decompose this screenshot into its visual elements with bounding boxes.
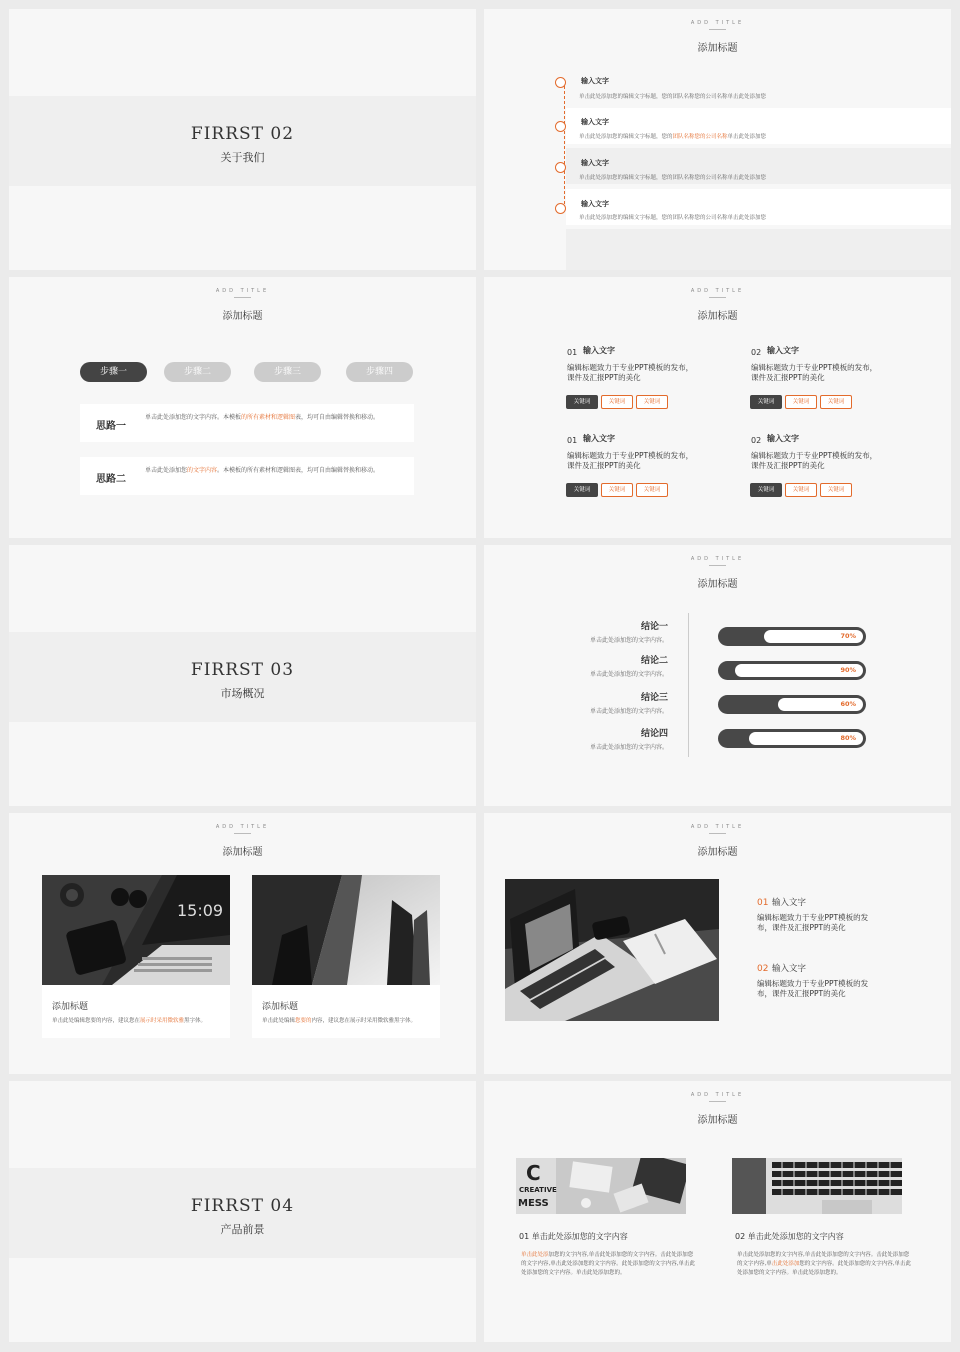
- keyword-tag[interactable]: 关键词: [785, 395, 817, 409]
- idea-card: [80, 457, 414, 495]
- progress-bar: [718, 661, 866, 680]
- progress-bar: [718, 729, 866, 748]
- timeline-dot: [555, 121, 566, 132]
- product-title: 02 单击此处添加您的文字内容: [735, 1232, 844, 1241]
- timeline-item-text: 单击此处添加您的编辑文字标题，您的团队名称您的公司名称单击此处添加您: [579, 215, 767, 221]
- tab-step-4[interactable]: 步骤四: [346, 362, 413, 382]
- laptop-item-num: 01: [757, 898, 769, 908]
- cover-title: FIRRST 02: [190, 124, 295, 144]
- idea-card: [80, 404, 414, 442]
- conclusion-item: [544, 653, 668, 683]
- timeline-item-title: 输入文字: [581, 77, 609, 85]
- cover-title: FIRRST 04: [190, 1196, 295, 1216]
- keyword-num: 02: [751, 436, 762, 445]
- creative-mess-word: MESS: [518, 1198, 549, 1209]
- conclusion-title: 结论三: [640, 693, 668, 703]
- desk-photo: [42, 875, 230, 985]
- header-title: 添加标题: [222, 847, 263, 858]
- timeline-item-title: 输入文字: [581, 159, 609, 167]
- keyword-tags: [750, 388, 855, 409]
- progress-percent: 70%: [840, 632, 856, 640]
- header-title: 添加标题: [222, 311, 263, 322]
- slide-cover-03: [9, 545, 476, 806]
- timeline-dot: [555, 162, 566, 173]
- header-en: ADD TITLE: [690, 1092, 745, 1098]
- slide-products: [484, 1081, 951, 1342]
- laptop-item-num: 02: [757, 964, 769, 974]
- header-divider: [709, 833, 726, 834]
- keyword-tag[interactable]: 关键词: [636, 395, 668, 409]
- header-en: ADD TITLE: [215, 288, 270, 294]
- keyword-item: [567, 345, 737, 415]
- creative-mess-photo: [516, 1158, 686, 1214]
- creative-mess-word: CREATIVE: [519, 1186, 557, 1194]
- keyword-title: 输入文字: [583, 434, 615, 443]
- idea-title: 思路一: [96, 421, 126, 432]
- keyword-tag[interactable]: 关键词: [820, 395, 852, 409]
- keyword-item: [751, 433, 921, 503]
- timeline-item-text: 单击此处添加您的编辑文字标题，您的团队名称您的公司名称单击此处添加您: [579, 94, 767, 100]
- keyword-tag[interactable]: 关键词: [636, 483, 668, 497]
- keyword-num: 01: [567, 348, 578, 357]
- keyword-tag[interactable]: 关键词: [601, 395, 633, 409]
- keyword-desc: 编辑标题致力于专业PPT模板的发布，课件及汇报PPT的美化: [567, 451, 694, 470]
- keyword-tags: [566, 476, 671, 497]
- keyword-tag[interactable]: 关键词: [750, 395, 782, 409]
- header-divider: [234, 297, 251, 298]
- conclusion-divider: [688, 613, 689, 757]
- buildings-photo: [252, 875, 440, 985]
- keyword-tag[interactable]: 关键词: [785, 483, 817, 497]
- timeline-row-bg: [566, 229, 951, 270]
- timeline-line: [564, 81, 565, 209]
- conclusion-desc: 单击此处添加您的文字内容。: [589, 637, 668, 644]
- timeline-item-text: 单击此处添加您的编辑文字标题，您的团队名称您的公司名称单击此处添加您: [579, 134, 767, 140]
- cover-title: FIRRST 03: [190, 660, 295, 680]
- slide-cover-02: [9, 9, 476, 270]
- idea-desc: 单击此处添加您的文字内容。本模板的所有素材和逻辑图表，均可自由编辑替换和移动。: [145, 467, 380, 474]
- conclusion-title: 结论四: [640, 729, 668, 739]
- keyword-title: 输入文字: [767, 434, 799, 443]
- conclusion-desc: 单击此处添加您的文字内容。: [589, 744, 668, 751]
- keyword-tags: [750, 476, 855, 497]
- keyword-desc: 编辑标题致力于专业PPT模板的发布，课件及汇报PPT的美化: [751, 451, 878, 470]
- idea-title: 思路二: [96, 474, 126, 485]
- tab-step-2[interactable]: 步骤二: [164, 362, 231, 382]
- card-desc: 单击此处编辑您要的内容，建议您在展示时采用微软雅黑字体。: [262, 1018, 417, 1024]
- header-title: 添加标题: [697, 43, 738, 54]
- timeline-dot: [555, 203, 566, 214]
- product-desc: 单击此处添加您的文字内容,单击此处添加您的文字内容。击此处添加您的文字内容,单击此处添加您的文字内容。此处添加您的文字内容,单击此处添加您的文字内容。单击此处添加您的。: [521, 1252, 695, 1276]
- keyword-tag[interactable]: 关键词: [820, 483, 852, 497]
- creative-mess-word: C: [526, 1161, 541, 1185]
- progress-percent: 80%: [840, 734, 856, 742]
- photo-card: [252, 875, 440, 1038]
- conclusion-item: [544, 690, 668, 720]
- header-en: ADD TITLE: [690, 556, 745, 562]
- card-title: 添加标题: [262, 1002, 299, 1012]
- tab-step-1[interactable]: 步骤一: [80, 362, 147, 382]
- keyword-item: [751, 345, 921, 415]
- header-title: 添加标题: [697, 1115, 738, 1126]
- keyboard-photo: [732, 1158, 902, 1214]
- header-en: ADD TITLE: [690, 824, 745, 830]
- keyword-tags: [566, 388, 671, 409]
- header-en: ADD TITLE: [690, 288, 745, 294]
- tab-step-3[interactable]: 步骤三: [254, 362, 321, 382]
- laptop-item-desc: 编辑标题致力于专业PPT模板的发布，课件及汇报PPT的美化: [757, 913, 869, 932]
- header-divider: [709, 565, 726, 566]
- slide-timeline: [484, 9, 951, 270]
- conclusion-item: [544, 726, 668, 756]
- conclusion-desc: 单击此处添加您的文字内容。: [589, 708, 668, 715]
- progress-percent: 90%: [840, 666, 856, 674]
- laptop-item-title: 输入文字: [772, 898, 807, 908]
- header-divider: [709, 1101, 726, 1102]
- conclusion-title: 结论二: [640, 656, 668, 666]
- timeline-item-text: 单击此处添加您的编辑文字标题，您的团队名称您的公司名称单击此处添加您: [579, 175, 767, 181]
- progress-percent: 60%: [840, 700, 856, 708]
- cover-subtitle: 关于我们: [220, 151, 265, 164]
- keyword-item: [567, 433, 737, 503]
- slide-keywords: [484, 277, 951, 538]
- product-desc: 单击此处添加您的文字内容,单击此处添加您的文字内容。击此处添加您的文字内容,单击此处添加您的文字内容。此处添加您的文字内容,单击此处添加您的文字内容。单击此处添加您的。: [737, 1252, 912, 1276]
- keyword-desc: 编辑标题致力于专业PPT模板的发布，课件及汇报PPT的美化: [567, 363, 694, 382]
- laptop-item-title: 输入文字: [772, 964, 807, 974]
- keyword-num: 01: [567, 436, 578, 445]
- slide-conclusions: [484, 545, 951, 806]
- timeline-item-title: 输入文字: [581, 200, 609, 208]
- photo-card: [42, 875, 230, 1038]
- header-title: 添加标题: [697, 311, 738, 322]
- laptop-photo: [505, 879, 719, 1021]
- cover-subtitle: 市场概况: [220, 687, 265, 700]
- progress-bar: [718, 695, 866, 714]
- header-title: 添加标题: [697, 847, 738, 858]
- laptop-item-desc: 编辑标题致力于专业PPT模板的发布，课件及汇报PPT的美化: [757, 979, 869, 998]
- product-title: 01 单击此处添加您的文字内容: [519, 1232, 628, 1241]
- card-title: 添加标题: [52, 1002, 89, 1012]
- slide-laptop: [484, 813, 951, 1074]
- idea-desc: 单击此处添加您的文字内容。本模板的所有素材和逻辑图表，均可自由编辑替换和移动。: [145, 414, 380, 421]
- keyword-title: 输入文字: [767, 346, 799, 355]
- header-en: ADD TITLE: [215, 824, 270, 830]
- keyword-num: 02: [751, 348, 762, 357]
- keyword-tag[interactable]: 关键词: [566, 483, 598, 497]
- conclusion-desc: 单击此处添加您的文字内容。: [589, 671, 668, 678]
- timeline-dot: [555, 77, 566, 88]
- card-desc: 单击此处编辑您要的内容，建议您在展示时采用微软雅黑字体。: [52, 1018, 207, 1024]
- timeline-item-title: 输入文字: [581, 118, 609, 126]
- clock-readout: 15:09: [177, 901, 224, 920]
- keyword-tag[interactable]: 关键词: [750, 483, 782, 497]
- progress-bar: [718, 627, 866, 646]
- keyword-title: 输入文字: [583, 346, 615, 355]
- conclusion-item: [544, 619, 668, 649]
- header-en: ADD TITLE: [690, 20, 745, 26]
- keyword-tag[interactable]: 关键词: [566, 395, 598, 409]
- keyword-desc: 编辑标题致力于专业PPT模板的发布，课件及汇报PPT的美化: [751, 363, 878, 382]
- conclusion-title: 结论一: [640, 622, 668, 632]
- header-divider: [709, 29, 726, 30]
- slide-photo-cards: [9, 813, 476, 1074]
- header-title: 添加标题: [697, 579, 738, 590]
- header-divider: [234, 833, 251, 834]
- keyword-tag[interactable]: 关键词: [601, 483, 633, 497]
- slide-steps: [9, 277, 476, 538]
- header-divider: [709, 297, 726, 298]
- slide-cover-04: [9, 1081, 476, 1342]
- cover-subtitle: 产品前景: [220, 1223, 265, 1236]
